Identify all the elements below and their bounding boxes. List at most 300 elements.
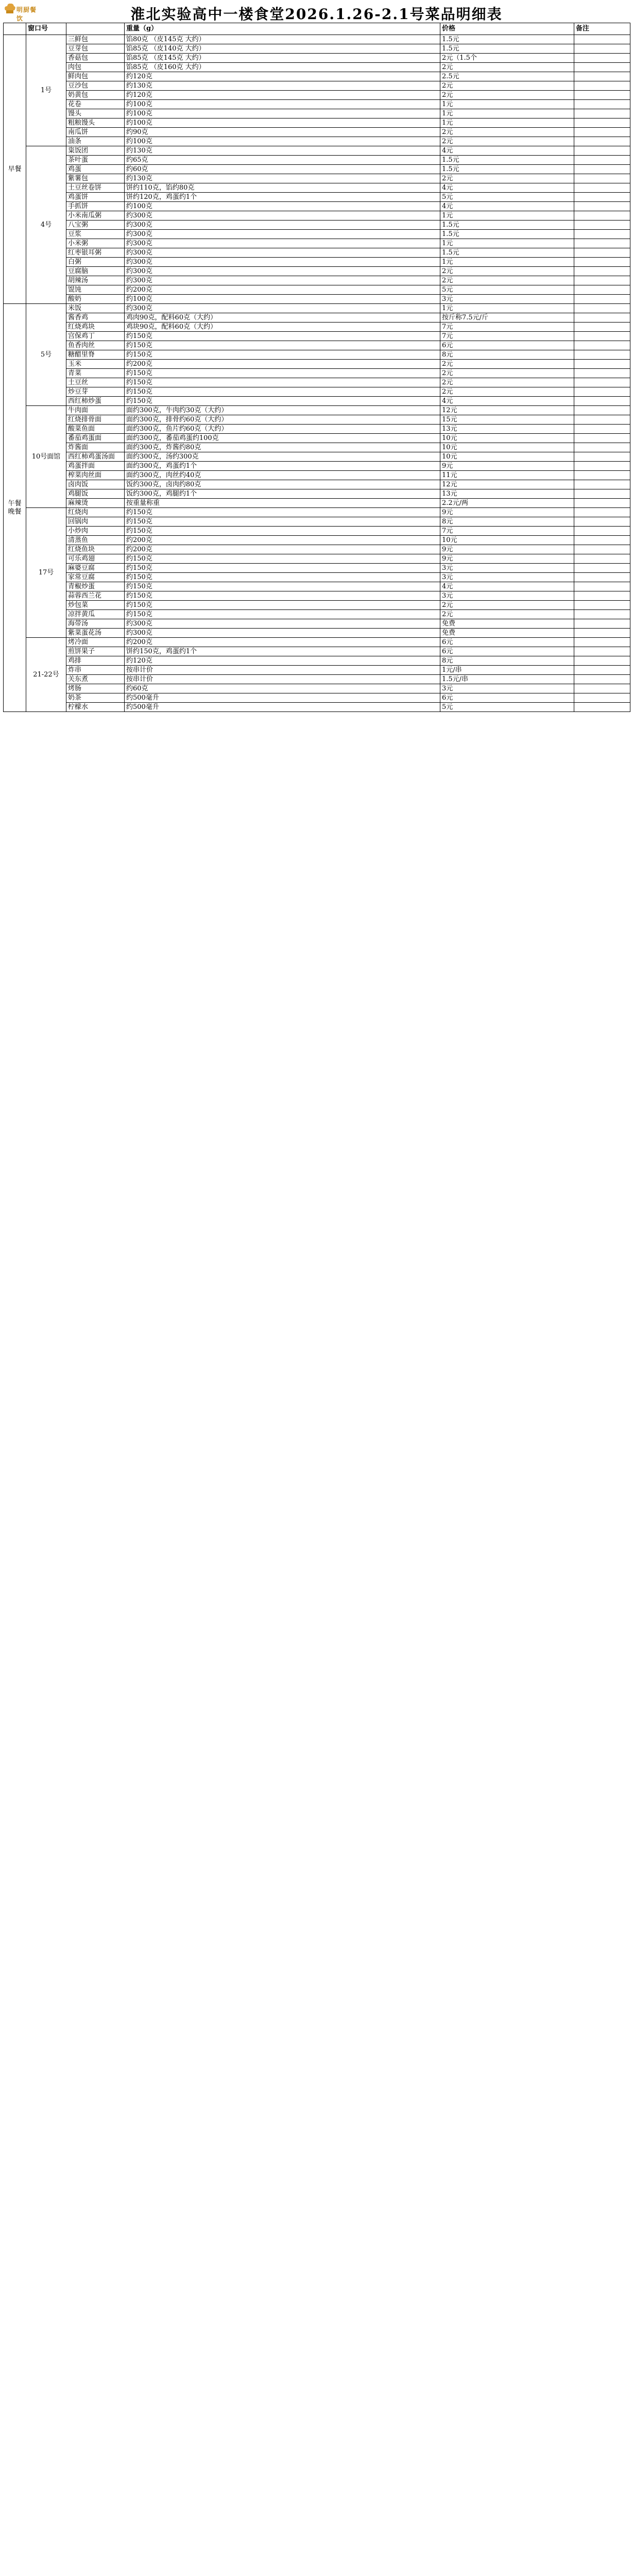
dish-price: 10元	[440, 452, 574, 462]
dish-note	[574, 666, 630, 675]
dish-name: 炒豆芽	[66, 387, 125, 397]
dish-note	[574, 693, 630, 703]
dish-note	[574, 489, 630, 499]
dish-price: 2.2元/两	[440, 499, 574, 508]
dish-name: 麻辣烫	[66, 499, 125, 508]
dish-name: 豆浆	[66, 230, 125, 239]
dish-price: 1元	[440, 258, 574, 267]
table-row	[4, 369, 630, 378]
dish-weight: 约120克	[125, 72, 440, 81]
dish-weight: 按串计价	[125, 675, 440, 684]
dish-price: 2元（1.5个	[440, 54, 574, 63]
dish-weight: 约60克	[125, 684, 440, 693]
dish-note	[574, 248, 630, 258]
dish-name: 胡辣汤	[66, 276, 125, 285]
dish-weight: 约300克	[125, 230, 440, 239]
table-row	[4, 666, 630, 675]
table-row	[4, 425, 630, 434]
dish-note	[574, 54, 630, 63]
dish-note	[574, 239, 630, 248]
dish-name: 回锅肉	[66, 517, 125, 527]
table-row	[4, 462, 630, 471]
dish-price: 1.5元/串	[440, 675, 574, 684]
dish-weight: 饼约120克，鸡蛋约1个	[125, 193, 440, 202]
dish-name: 豆腐脑	[66, 267, 125, 276]
dish-name: 馒头	[66, 109, 125, 118]
dish-price: 免费	[440, 619, 574, 629]
dish-weight: 约200克	[125, 638, 440, 647]
dish-note	[574, 137, 630, 146]
dish-price: 2元	[440, 360, 574, 369]
dish-note	[574, 415, 630, 425]
dish-weight: 饼约150克，鸡蛋约1个	[125, 647, 440, 656]
dish-note	[574, 221, 630, 230]
dish-price: 11元	[440, 471, 574, 480]
dish-price: 2元	[440, 378, 574, 387]
dish-price: 6元	[440, 647, 574, 656]
dish-price: 2元	[440, 369, 574, 378]
table-row	[4, 406, 630, 415]
table-row	[4, 258, 630, 267]
dish-price: 5元	[440, 193, 574, 202]
dish-price: 7元	[440, 323, 574, 332]
dish-price: 1元	[440, 239, 574, 248]
dish-weight: 约300克	[125, 248, 440, 258]
dish-weight: 约200克	[125, 545, 440, 554]
table-row	[4, 360, 630, 369]
dish-price: 8元	[440, 350, 574, 360]
dish-weight: 饭约300克，鸡腿约1个	[125, 489, 440, 499]
dish-price: 1.5元	[440, 156, 574, 165]
dish-note	[574, 434, 630, 443]
dish-note	[574, 591, 630, 601]
dish-note	[574, 573, 630, 582]
dish-name: 烤肠	[66, 684, 125, 693]
dish-weight: 约200克	[125, 536, 440, 545]
dish-note	[574, 638, 630, 647]
dish-weight: 约130克	[125, 146, 440, 156]
dish-note	[574, 146, 630, 156]
dish-weight: 约300克	[125, 619, 440, 629]
dish-weight: 约150克	[125, 508, 440, 517]
dish-weight: 约150克	[125, 350, 440, 360]
dish-price: 2元	[440, 267, 574, 276]
dish-price: 3元	[440, 573, 574, 582]
dish-price: 12元	[440, 406, 574, 415]
table-row	[4, 545, 630, 554]
dish-weight: 面约300克，牛肉约30克（大约）	[125, 406, 440, 415]
table-row	[4, 610, 630, 619]
dish-price: 1元	[440, 118, 574, 128]
meal-period: 早餐	[4, 35, 26, 304]
table-row	[4, 397, 630, 406]
dish-note	[574, 564, 630, 573]
window-number: 10号面馆	[26, 406, 66, 508]
table-row	[4, 703, 630, 712]
dish-name: 豆沙包	[66, 81, 125, 91]
dish-note	[574, 508, 630, 517]
dish-name: 肉包	[66, 63, 125, 72]
dish-price: 2元	[440, 63, 574, 72]
dish-name: 豆芽包	[66, 44, 125, 54]
dish-name: 柠檬水	[66, 703, 125, 712]
dish-name: 鸡蛋	[66, 165, 125, 174]
table-row	[4, 44, 630, 54]
dish-price: 6元	[440, 638, 574, 647]
dish-price: 12元	[440, 480, 574, 489]
dish-name: 馄饨	[66, 285, 125, 295]
dish-name: 红枣银耳粥	[66, 248, 125, 258]
table-row	[4, 146, 630, 156]
dish-note	[574, 72, 630, 81]
dish-price: 2元	[440, 601, 574, 610]
table-row	[4, 629, 630, 638]
dish-note	[574, 267, 630, 276]
table-row	[4, 591, 630, 601]
page-title: 淮北实验高中一楼食堂2026.1.26-2.1号菜品明细表	[130, 6, 503, 23]
dish-price: 4元	[440, 582, 574, 591]
header-slot: 窗口号	[26, 23, 66, 35]
dish-note	[574, 44, 630, 54]
dish-price: 9元	[440, 554, 574, 564]
dish-note	[574, 545, 630, 554]
dish-weight: 约150克	[125, 564, 440, 573]
table-row	[4, 480, 630, 489]
dish-name: 粢饭团	[66, 146, 125, 156]
dish-price: 9元	[440, 508, 574, 517]
dish-note	[574, 443, 630, 452]
table-row	[4, 156, 630, 165]
dish-name: 卤肉饭	[66, 480, 125, 489]
dish-name: 鸡腿饭	[66, 489, 125, 499]
dish-name: 三鲜包	[66, 35, 125, 44]
dish-note	[574, 360, 630, 369]
dish-weight: 约500毫升	[125, 693, 440, 703]
dish-name: 炸串	[66, 666, 125, 675]
table-row	[4, 313, 630, 323]
dish-price: 1元	[440, 304, 574, 313]
table-row	[4, 527, 630, 536]
table-row	[4, 554, 630, 564]
table-row	[4, 489, 630, 499]
dish-note	[574, 684, 630, 693]
dish-note	[574, 313, 630, 323]
dish-name: 牛肉面	[66, 406, 125, 415]
dish-weight: 约300克	[125, 258, 440, 267]
window-number: 4号	[26, 146, 66, 304]
dish-price: 10元	[440, 443, 574, 452]
dish-note	[574, 323, 630, 332]
table-row	[4, 118, 630, 128]
dish-price: 3元	[440, 564, 574, 573]
dish-name: 奶茶	[66, 693, 125, 703]
dish-price: 5元	[440, 703, 574, 712]
dish-note	[574, 118, 630, 128]
table-row	[4, 239, 630, 248]
table-row	[4, 193, 630, 202]
table-row	[4, 684, 630, 693]
dish-price: 2元	[440, 91, 574, 100]
dish-note	[574, 582, 630, 591]
table-row	[4, 350, 630, 360]
dish-weight: 约150克	[125, 332, 440, 341]
dish-name: 煎饼果子	[66, 647, 125, 656]
window-number: 1号	[26, 35, 66, 146]
dish-name: 关东煮	[66, 675, 125, 684]
table-row	[4, 100, 630, 109]
table-row	[4, 165, 630, 174]
dish-note	[574, 610, 630, 619]
dish-note	[574, 517, 630, 527]
dish-weight: 按串计价	[125, 666, 440, 675]
dish-note	[574, 35, 630, 44]
dish-name: 麻婆豆腐	[66, 564, 125, 573]
table-row	[4, 109, 630, 118]
dish-name: 米饭	[66, 304, 125, 313]
dish-note	[574, 156, 630, 165]
dish-weight: 约150克	[125, 610, 440, 619]
dish-note	[574, 276, 630, 285]
dish-note	[574, 183, 630, 193]
dish-note	[574, 601, 630, 610]
dish-name: 炒包菜	[66, 601, 125, 610]
dish-name: 南瓜饼	[66, 128, 125, 137]
dish-weight: 约300克	[125, 239, 440, 248]
dish-name: 鱼香肉丝	[66, 341, 125, 350]
dish-name: 八宝粥	[66, 221, 125, 230]
dish-name: 土豆丝卷饼	[66, 183, 125, 193]
table-row	[4, 285, 630, 295]
dish-weight: 约200克	[125, 285, 440, 295]
dish-price: 8元	[440, 656, 574, 666]
dish-price: 6元	[440, 693, 574, 703]
brand-name: 明厨餐饮	[16, 6, 37, 22]
dish-note	[574, 202, 630, 211]
header-name	[66, 23, 125, 35]
dish-name: 西红柿鸡蛋汤面	[66, 452, 125, 462]
dish-weight: 约300克	[125, 276, 440, 285]
menu-table	[3, 23, 630, 712]
dish-weight: 约150克	[125, 341, 440, 350]
dish-weight: 约300克	[125, 267, 440, 276]
table-row	[4, 499, 630, 508]
dish-price: 2元	[440, 276, 574, 285]
dish-name: 烤冷面	[66, 638, 125, 647]
table-row	[4, 564, 630, 573]
dish-price: 10元	[440, 536, 574, 545]
dish-name: 海带汤	[66, 619, 125, 629]
dish-name: 小炒肉	[66, 527, 125, 536]
dish-name: 番茄鸡蛋面	[66, 434, 125, 443]
table-row	[4, 211, 630, 221]
table-row	[4, 582, 630, 591]
dish-weight: 馅85克 （皮140克 大约）	[125, 44, 440, 54]
table-row	[4, 434, 630, 443]
dish-note	[574, 285, 630, 295]
dish-price: 1元/串	[440, 666, 574, 675]
dish-weight: 约500毫升	[125, 703, 440, 712]
table-row	[4, 304, 630, 313]
dish-weight: 鸡肉90克，配料60克（大约）	[125, 313, 440, 323]
dish-note	[574, 109, 630, 118]
dish-name: 红烧肉	[66, 508, 125, 517]
dish-note	[574, 295, 630, 304]
dish-note	[574, 369, 630, 378]
dish-name: 榨菜肉丝面	[66, 471, 125, 480]
header-meal	[4, 23, 26, 35]
dish-weight: 饭约300克，卤肉约80克	[125, 480, 440, 489]
table-row	[4, 675, 630, 684]
dish-weight: 约150克	[125, 369, 440, 378]
dish-name: 西红柿炒蛋	[66, 397, 125, 406]
dish-price: 7元	[440, 332, 574, 341]
table-row	[4, 693, 630, 703]
dish-price: 2元	[440, 387, 574, 397]
dish-price: 免费	[440, 629, 574, 638]
table-row	[4, 183, 630, 193]
dish-price: 2元	[440, 174, 574, 183]
dish-name: 鸡蛋饼	[66, 193, 125, 202]
table-row	[4, 35, 630, 44]
dish-name: 小米粥	[66, 239, 125, 248]
dish-price: 1.5元	[440, 248, 574, 258]
dish-weight: 鸡块90克，配料60克（大约）	[125, 323, 440, 332]
dish-note	[574, 527, 630, 536]
dish-name: 酱香鸡	[66, 313, 125, 323]
dish-price: 5元	[440, 285, 574, 295]
dish-price: 9元	[440, 462, 574, 471]
dish-weight: 约100克	[125, 109, 440, 118]
meal-period: 午餐晚餐	[4, 304, 26, 712]
dish-note	[574, 647, 630, 656]
table-row	[4, 295, 630, 304]
table-row	[4, 221, 630, 230]
dish-name: 清蒸鱼	[66, 536, 125, 545]
dish-weight: 馅80克 （皮145克 大约）	[125, 35, 440, 44]
dish-note	[574, 128, 630, 137]
window-number: 21-22号	[26, 638, 66, 712]
window-number: 17号	[26, 508, 66, 638]
dish-note	[574, 341, 630, 350]
dish-name: 粗粮馒头	[66, 118, 125, 128]
dish-note	[574, 100, 630, 109]
dish-weight: 约65克	[125, 156, 440, 165]
dish-price: 8元	[440, 517, 574, 527]
dish-weight: 约130克	[125, 81, 440, 91]
menu-body	[4, 35, 630, 712]
dish-weight: 约90克	[125, 128, 440, 137]
dish-note	[574, 378, 630, 387]
dish-name: 酸奶	[66, 295, 125, 304]
dish-note	[574, 258, 630, 267]
dish-price: 4元	[440, 397, 574, 406]
dish-note	[574, 406, 630, 415]
dish-price: 1.5元	[440, 35, 574, 44]
dish-price: 10元	[440, 434, 574, 443]
dish-note	[574, 462, 630, 471]
dish-note	[574, 81, 630, 91]
dish-weight: 约100克	[125, 100, 440, 109]
table-row	[4, 415, 630, 425]
dish-name: 青菜	[66, 369, 125, 378]
dish-name: 糖醋里脊	[66, 350, 125, 360]
table-row	[4, 452, 630, 462]
table-row	[4, 332, 630, 341]
dish-price: 3元	[440, 591, 574, 601]
dish-price: 4元	[440, 202, 574, 211]
dish-note	[574, 193, 630, 202]
dish-name: 紫菜蛋花汤	[66, 629, 125, 638]
dish-price: 1元	[440, 109, 574, 118]
dish-weight: 按重量称重	[125, 499, 440, 508]
dish-weight: 约300克	[125, 304, 440, 313]
dish-name: 红烧排骨面	[66, 415, 125, 425]
dish-weight: 约100克	[125, 202, 440, 211]
dish-note	[574, 629, 630, 638]
table-row	[4, 573, 630, 582]
table-row	[4, 81, 630, 91]
table-row	[4, 647, 630, 656]
dish-name: 香菇包	[66, 54, 125, 63]
table-row	[4, 536, 630, 545]
table-row	[4, 128, 630, 137]
window-number: 5号	[26, 304, 66, 406]
dish-price: 2元	[440, 128, 574, 137]
dish-weight: 约120克	[125, 91, 440, 100]
dish-price: 6元	[440, 341, 574, 350]
dish-weight: 约150克	[125, 573, 440, 582]
table-row	[4, 656, 630, 666]
dish-name: 玉米	[66, 360, 125, 369]
table-row	[4, 387, 630, 397]
dish-note	[574, 703, 630, 712]
dish-note	[574, 675, 630, 684]
dish-note	[574, 471, 630, 480]
dish-note	[574, 554, 630, 564]
dish-weight: 约150克	[125, 527, 440, 536]
dish-note	[574, 536, 630, 545]
dish-price: 按斤称7.5元/斤	[440, 313, 574, 323]
dish-weight: 约200克	[125, 360, 440, 369]
dish-name: 油条	[66, 137, 125, 146]
dish-price: 1.5元	[440, 221, 574, 230]
dish-note	[574, 499, 630, 508]
dish-name: 酸菜鱼面	[66, 425, 125, 434]
table-row	[4, 619, 630, 629]
dish-weight: 约150克	[125, 554, 440, 564]
dish-price: 3元	[440, 295, 574, 304]
table-row	[4, 202, 630, 211]
dish-price: 2元	[440, 137, 574, 146]
dish-note	[574, 397, 630, 406]
dish-weight: 约100克	[125, 295, 440, 304]
dish-weight: 约150克	[125, 387, 440, 397]
dish-name: 炸酱面	[66, 443, 125, 452]
dish-name: 蒜蓉西兰花	[66, 591, 125, 601]
dish-weight: 饼约110克，馅约80克	[125, 183, 440, 193]
header-spec: 重量（g）	[125, 23, 440, 35]
dish-weight: 面约300克，鱼片约60克（大约）	[125, 425, 440, 434]
dish-weight: 约150克	[125, 378, 440, 387]
header-note: 备注	[574, 23, 630, 35]
dish-weight: 约120克	[125, 656, 440, 666]
dish-name: 家常豆腐	[66, 573, 125, 582]
dish-name: 凉拌黄瓜	[66, 610, 125, 619]
dish-price: 4元	[440, 146, 574, 156]
table-row	[4, 601, 630, 610]
table-row	[4, 267, 630, 276]
dish-price: 13元	[440, 489, 574, 499]
